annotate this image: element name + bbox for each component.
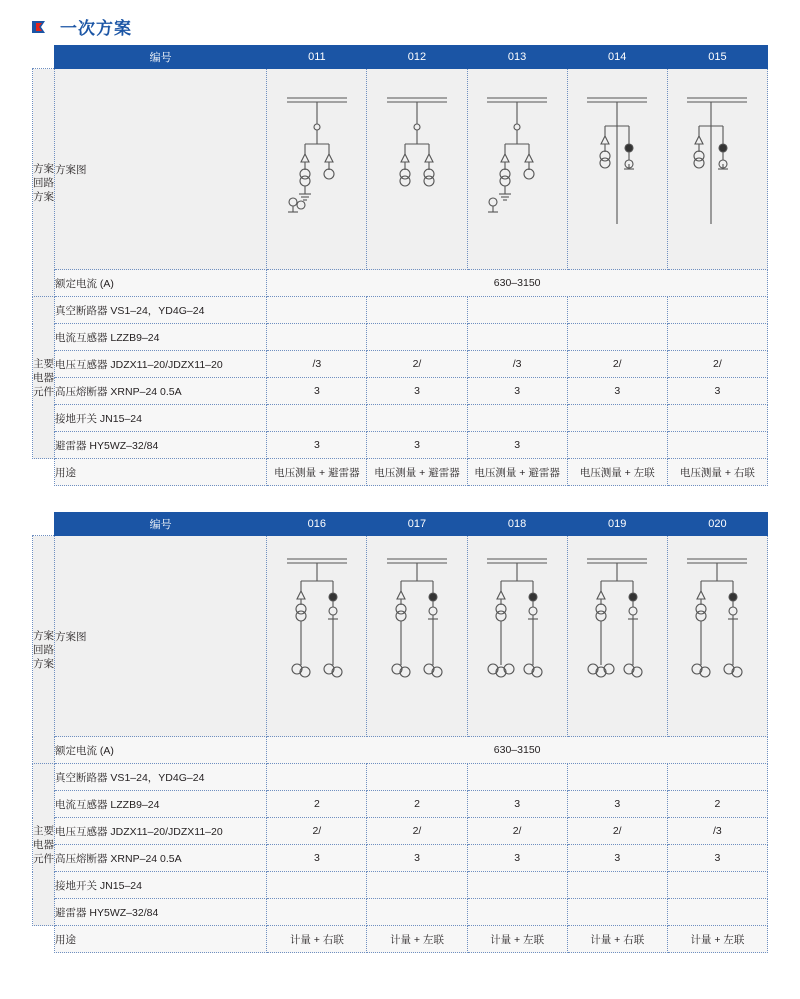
cell-arr-011: 3 <box>267 432 367 459</box>
row-label-current-transformer-2: 电流互感器 LZZB9–24 <box>55 791 267 818</box>
cell-breaker-013 <box>467 297 567 324</box>
cell-usage-020: 计量 + 左联 <box>667 926 767 953</box>
header-col-013: 013 <box>467 46 567 69</box>
header-col-020: 020 <box>667 513 767 536</box>
cell-fuse-016: 3 <box>267 845 367 872</box>
group-label-scheme-circuit-2: 方案回路方案 <box>33 536 55 764</box>
cell-es-013 <box>467 405 567 432</box>
cell-pt-011: /3 <box>267 351 367 378</box>
cell-usage-012: 电压测量 + 避雷器 <box>367 459 467 486</box>
cell-breaker-018 <box>467 764 567 791</box>
cell-breaker-017 <box>367 764 467 791</box>
cell-es-014 <box>567 405 667 432</box>
header-col-012: 012 <box>367 46 467 69</box>
group-label-main-components: 主要电器元件 <box>33 297 55 459</box>
component-row-arrester-2 <box>33 899 768 926</box>
row-label-earthing-switch-2: 接地开关 JN15–24 <box>55 872 267 899</box>
header-col-019: 019 <box>567 513 667 536</box>
row-label-hv-fuse: 高压熔断器 XRNP–24 0.5A <box>55 378 267 405</box>
component-row-fuse-2 <box>33 845 768 872</box>
cell-fuse-020: 3 <box>667 845 767 872</box>
cell-fuse-015: 3 <box>667 378 767 405</box>
cell-pt-012: 2/ <box>367 351 467 378</box>
diagram-cell-018 <box>467 536 567 737</box>
diagram-cell-016 <box>267 536 367 737</box>
row-label-current-transformer: 电流互感器 LZZB9–24 <box>55 324 267 351</box>
diagram-cell-014 <box>567 69 667 270</box>
cell-arr-020 <box>667 899 767 926</box>
cell-breaker-012 <box>367 297 467 324</box>
cell-pt-017: 2/ <box>367 818 467 845</box>
cell-es-012 <box>367 405 467 432</box>
diagram-cell-017 <box>367 536 467 737</box>
header-corner <box>33 46 55 69</box>
header-col-016: 016 <box>267 513 367 536</box>
diagram-row-label: 方案图 <box>55 69 267 270</box>
cell-pt-019: 2/ <box>567 818 667 845</box>
cell-arr-013: 3 <box>467 432 567 459</box>
cell-breaker-019 <box>567 764 667 791</box>
cell-arr-014 <box>567 432 667 459</box>
diagram-cell-012 <box>367 69 467 270</box>
component-row-arrester <box>33 432 768 459</box>
component-row-pt <box>33 351 768 378</box>
scheme-table-2 <box>32 512 768 953</box>
cell-pt-013: /3 <box>467 351 567 378</box>
row-label-vacuum-breaker-2: 真空断路器 VS1–24，YD4G–24 <box>55 764 267 791</box>
cell-es-019 <box>567 872 667 899</box>
cell-ct-016: 2 <box>267 791 367 818</box>
cell-fuse-017: 3 <box>367 845 467 872</box>
cell-es-020 <box>667 872 767 899</box>
cell-breaker-020 <box>667 764 767 791</box>
row-label-earthing-switch: 接地开关 JN15–24 <box>55 405 267 432</box>
cell-ct-012 <box>367 324 467 351</box>
cell-es-015 <box>667 405 767 432</box>
header-corner-2 <box>33 513 55 536</box>
header-col-018: 018 <box>467 513 567 536</box>
cell-arr-016 <box>267 899 367 926</box>
cell-es-016 <box>267 872 367 899</box>
cell-breaker-016 <box>267 764 367 791</box>
cell-es-017 <box>367 872 467 899</box>
cell-ct-013 <box>467 324 567 351</box>
cell-usage-017: 计量 + 左联 <box>367 926 467 953</box>
cell-es-018 <box>467 872 567 899</box>
row-label-hv-fuse-2: 高压熔断器 XRNP–24 0.5A <box>55 845 267 872</box>
cell-ct-011 <box>267 324 367 351</box>
cell-arr-012: 3 <box>367 432 467 459</box>
group-label-scheme-circuit: 方案回路方案 <box>33 69 55 297</box>
scheme-block-2 <box>0 486 800 953</box>
scheme-block-1 <box>0 45 800 486</box>
rated-current-row-1 <box>33 270 768 297</box>
diagram-cell-019 <box>567 536 667 737</box>
diagram-cell-020 <box>667 536 767 737</box>
cell-fuse-013: 3 <box>467 378 567 405</box>
header-col-017: 017 <box>367 513 467 536</box>
cell-es-011 <box>267 405 367 432</box>
usage-row-2 <box>33 926 768 953</box>
rated-current-value: 630–3150 <box>267 270 768 297</box>
row-label-rated-current: 额定电流 (A) <box>55 270 267 297</box>
page-title: 一次方案 <box>60 19 132 38</box>
cell-fuse-018: 3 <box>467 845 567 872</box>
scheme-table-1 <box>32 45 768 486</box>
diagram-row <box>33 69 768 270</box>
cell-pt-015: 2/ <box>667 351 767 378</box>
cell-arr-018 <box>467 899 567 926</box>
rated-current-row-2 <box>33 737 768 764</box>
cell-arr-019 <box>567 899 667 926</box>
table-header-row-2 <box>33 513 768 536</box>
cell-usage-018: 计量 + 左联 <box>467 926 567 953</box>
cell-fuse-019: 3 <box>567 845 667 872</box>
component-row-earthing-switch-2 <box>33 872 768 899</box>
header-number-label-2: 编号 <box>55 513 267 536</box>
cell-pt-016: 2/ <box>267 818 367 845</box>
page-header <box>0 0 800 45</box>
group-label-main-components-2: 主要电器元件 <box>33 764 55 926</box>
diagram-row-label-2: 方案图 <box>55 536 267 737</box>
cell-fuse-012: 3 <box>367 378 467 405</box>
cell-ct-019: 3 <box>567 791 667 818</box>
header-col-014: 014 <box>567 46 667 69</box>
blue-red-flag-icon <box>32 20 52 34</box>
component-row-ct <box>33 324 768 351</box>
cell-breaker-015 <box>667 297 767 324</box>
row-label-vacuum-breaker: 真空断路器 VS1–24，YD4G–24 <box>55 297 267 324</box>
row-label-arrester-2: 避雷器 HY5WZ–32/84 <box>55 899 267 926</box>
row-label-arrester: 避雷器 HY5WZ–32/84 <box>55 432 267 459</box>
cell-usage-016: 计量 + 右联 <box>267 926 367 953</box>
table-header-row <box>33 46 768 69</box>
diagram-cell-013 <box>467 69 567 270</box>
cell-breaker-011 <box>267 297 367 324</box>
cell-fuse-014: 3 <box>567 378 667 405</box>
cell-usage-019: 计量 + 右联 <box>567 926 667 953</box>
cell-pt-018: 2/ <box>467 818 567 845</box>
cell-usage-013: 电压测量 + 避雷器 <box>467 459 567 486</box>
component-row-breaker <box>33 297 768 324</box>
cell-ct-018: 3 <box>467 791 567 818</box>
row-label-usage-2: 用途 <box>55 926 267 953</box>
cell-ct-014 <box>567 324 667 351</box>
cell-usage-014: 电压测量 + 左联 <box>567 459 667 486</box>
cell-ct-017: 2 <box>367 791 467 818</box>
cell-arr-015 <box>667 432 767 459</box>
component-row-pt-2 <box>33 818 768 845</box>
rated-current-value-2: 630–3150 <box>267 737 768 764</box>
usage-row-1 <box>33 459 768 486</box>
row-label-voltage-transformer: 电压互感器 JDZX11–20/JDZX11–20 <box>55 351 267 378</box>
component-row-ct-2 <box>33 791 768 818</box>
header-number-label: 编号 <box>55 46 267 69</box>
cell-ct-015 <box>667 324 767 351</box>
cell-pt-020: /3 <box>667 818 767 845</box>
component-row-breaker-2 <box>33 764 768 791</box>
cell-arr-017 <box>367 899 467 926</box>
cell-fuse-011: 3 <box>267 378 367 405</box>
diagram-cell-011 <box>267 69 367 270</box>
diagram-row-2 <box>33 536 768 737</box>
component-row-fuse <box>33 378 768 405</box>
header-col-011: 011 <box>267 46 367 69</box>
cell-pt-014: 2/ <box>567 351 667 378</box>
cell-usage-011: 电压测量 + 避雷器 <box>267 459 367 486</box>
row-label-usage: 用途 <box>55 459 267 486</box>
header-col-015: 015 <box>667 46 767 69</box>
row-label-rated-current-2: 额定电流 (A) <box>55 737 267 764</box>
row-label-voltage-transformer-2: 电压互感器 JDZX11–20/JDZX11–20 <box>55 818 267 845</box>
cell-usage-015: 电压测量 + 右联 <box>667 459 767 486</box>
cell-breaker-014 <box>567 297 667 324</box>
component-row-earthing-switch <box>33 405 768 432</box>
cell-ct-020: 2 <box>667 791 767 818</box>
diagram-cell-015 <box>667 69 767 270</box>
